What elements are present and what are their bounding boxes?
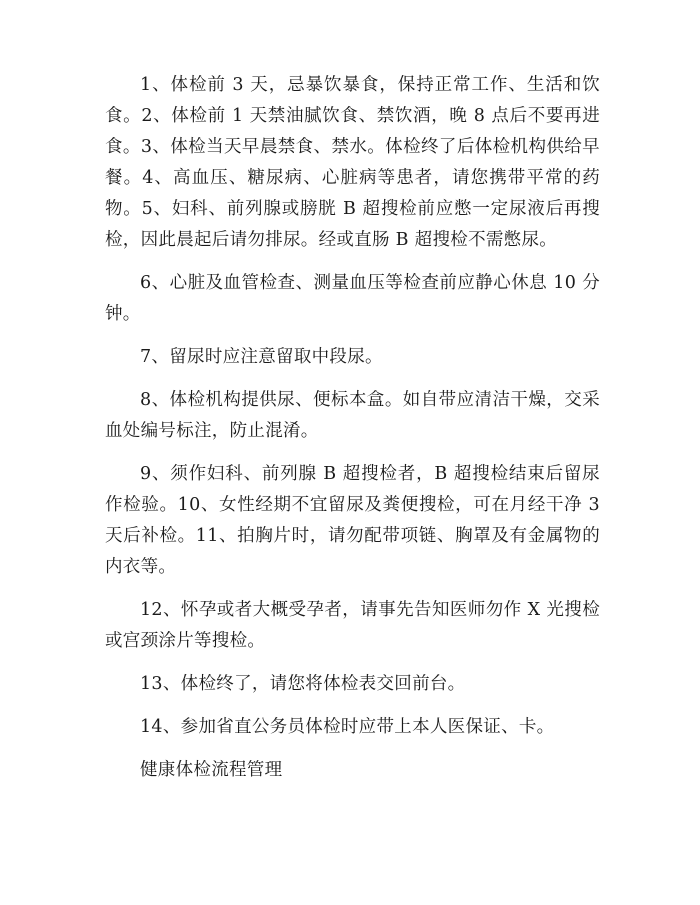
paragraph-specimen-box: 8、体检机构提供尿、便标本盒。如自带应清洁干燥，交采血处编号标注，防止混淆。 — [105, 390, 600, 441]
paragraph-urine-sample: 7、留尿时应注意留取中段尿。 — [140, 347, 383, 367]
paragraph-pre-exam-diet: 1、体检前 3 天，忌暴饮暴食，保持正常工作、生活和饮食。2、体检前 1 天禁油腻饮食、禁饮酒，晚 8 点后不要再进食。3、体检当天早晨禁食、禁水。体检终了后体检机构供给早餐。4、高血压、糖尿病、心脏病等患者，请您携带平常的药物。5、妇科、前列腺或膀胱 B 超搜检前应憋一定尿液后再搜检，因此晨起后请勿排尿。经或直肠 B 超搜检不需憋尿。 — [105, 75, 600, 250]
paragraph-insurance-card: 14、参加省直公务员体检时应带上本人医保证、卡。 — [140, 717, 555, 737]
paragraph-heart-blood-pressure: 6、心脏及血管检查、测量血压等检查前应静心休息 10 分钟。 — [105, 273, 600, 324]
paragraph-gynecology-ultrasound: 9、须作妇科、前列腺 B 超搜检者，B 超搜检结束后留尿作检验。10、女性经期不宜留尿及粪便搜检，可在月经干净 3 天后补检。11、拍胸片时，请勿配带项链、胸罩及有金属物的内衣等。 — [105, 464, 600, 577]
paragraph-return-form: 13、体检终了，请您将体检表交回前台。 — [140, 674, 466, 694]
paragraph-pregnancy-xray: 12、怀孕或者大概受孕者，请事先告知医师勿作 X 光搜检或宫颈涂片等搜检。 — [105, 600, 600, 651]
document-body — [105, 70, 600, 786]
section-heading: 健康体检流程管理 — [140, 760, 283, 780]
